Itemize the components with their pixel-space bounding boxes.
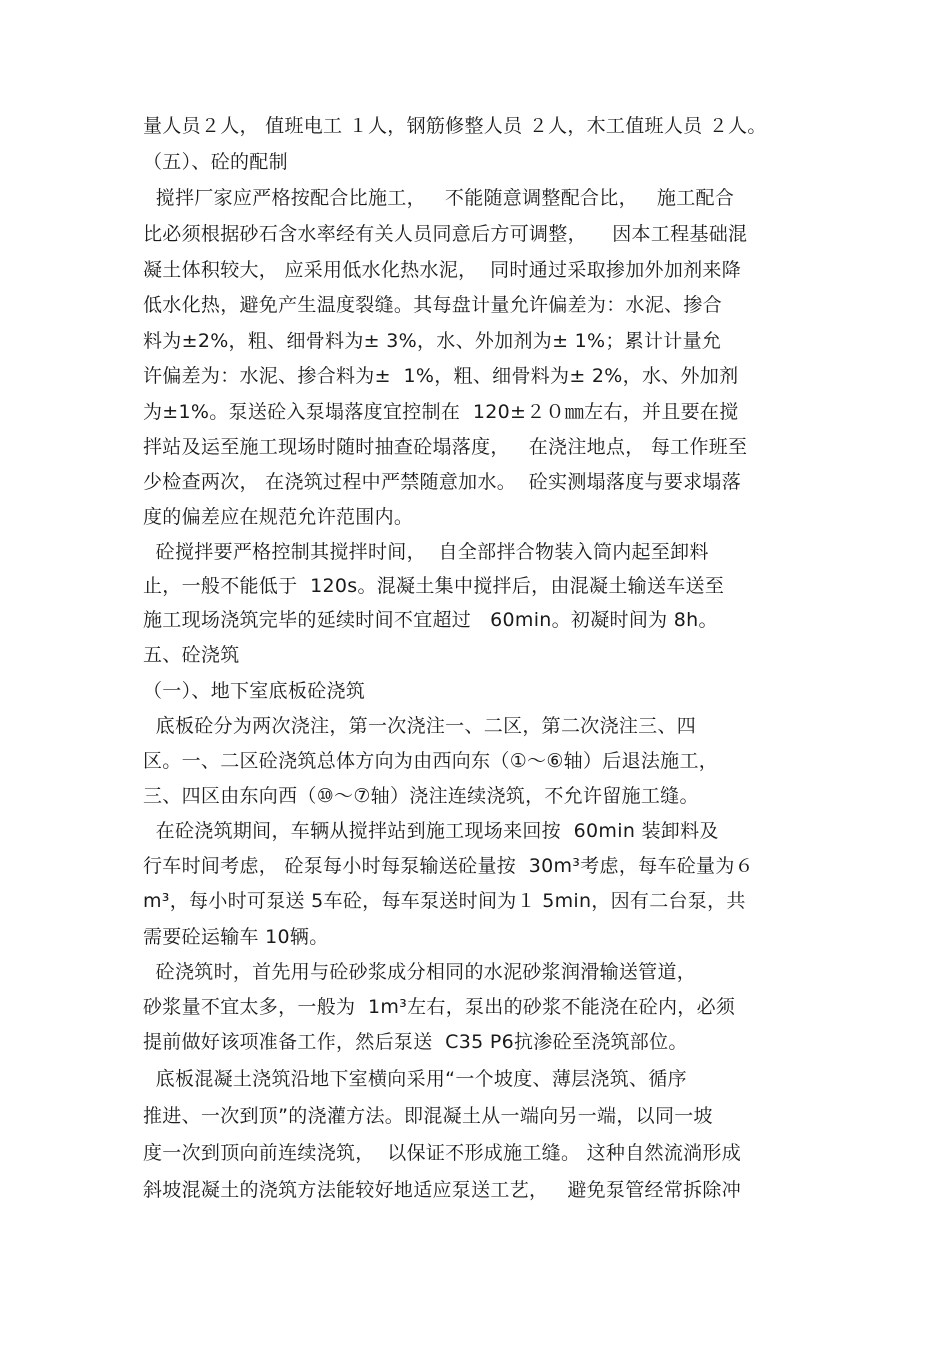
- section-heading: （五）、砼的配制: [143, 151, 288, 173]
- text-line: 推进、一次到顶”的浇灌方法。即混凝土从一端向另一端，以同一坡: [143, 1105, 713, 1127]
- text-line: 砼浇筑时，首先用与砼砂浆成分相同的水泥砂浆润滑输送管道，: [143, 961, 697, 983]
- text-line: 料为±2%，粗、细骨料为± 3%，水、外加剂为± 1%；累计计量允: [143, 330, 722, 352]
- text-line: 砼搅拌要严格控制其搅拌时间， 自全部拌合物装入筒内起至卸料: [143, 541, 709, 563]
- text-line: 提前做好该项准备工作，然后泵送 C35 P6抗渗砼至浇筑部位。: [143, 1031, 688, 1053]
- text-line: 度一次到顶向前连续浇筑， 以保证不形成施工缝。 这种自然流淌形成: [143, 1142, 742, 1164]
- text-line: 量人员２人， 值班电工 １人，钢筋修整人员 ２人，木工值班人员 ２人。: [143, 115, 767, 137]
- text-line: 需要砼运输车 10辆。: [143, 926, 329, 948]
- text-line: 砂浆量不宜太多，一般为 1m³左右，泵出的砂浆不能浇在砼内，必须: [143, 996, 736, 1018]
- text-line: m³，每小时可泵送 5车砼，每车泵送时间为１ 5min，因有二台泵，共: [143, 890, 746, 912]
- text-line: 区。一、二区砼浇筑总体方向为由西向东（①～⑥轴）后退法施工，: [143, 750, 719, 772]
- subsection-heading: （一）、地下室底板砼浇筑: [143, 680, 366, 702]
- text-line: 止，一般不能低于 120s。混凝土集中搅拌后，由混凝土输送车送至: [143, 575, 725, 597]
- text-line: 搅拌厂家应严格按配合比施工， 不能随意调整配合比， 施工配合: [143, 187, 735, 209]
- text-line: 拌站及运至施工现场时随时抽查砼塌落度， 在浇注地点， 每工作班至: [143, 436, 748, 458]
- section-heading: 五、砼浇筑: [143, 644, 240, 666]
- text-line: 施工现场浇筑完毕的延续时间不宜超过 60min。初凝时间为 8h。: [143, 609, 718, 631]
- text-line: 低水化热，避免产生温度裂缝。其每盘计量允许偏差为：水泥、掺合: [143, 294, 723, 316]
- text-line: 三、四区由东向西（⑩～⑦轴）浇注连续浇筑，不允许留施工缝。: [143, 785, 699, 807]
- text-line: 行车时间考虑， 砼泵每小时每泵输送砼量按 30m³考虑，每车砼量为６: [143, 855, 754, 877]
- text-line: 底板混凝土浇筑沿地下室横向采用“一个坡度、薄层浇筑、循序: [143, 1068, 687, 1090]
- text-line: 斜坡混凝土的浇筑方法能较好地适应泵送工艺， 避免泵管经常拆除冲: [143, 1179, 742, 1201]
- text-line: 度的偏差应在规范允许范围内。: [143, 506, 414, 528]
- text-line: 凝土体积较大， 应采用低水化热水泥， 同时通过采取掺加外加剂来降: [143, 259, 742, 281]
- text-line: 在砼浇筑期间，车辆从搅拌站到施工现场来回按 60min 装卸料及: [143, 820, 719, 842]
- text-line: 比必须根据砂石含水率经有关人员同意后方可调整， 因本工程基础混: [143, 223, 748, 245]
- text-line: 许偏差为：水泥、掺合料为± 1%，粗、细骨料为± 2%，水、外加剂: [143, 365, 739, 387]
- text-line: 为±1%。泵送砼入泵塌落度宜控制在 120±２０㎜左右，并且要在搅: [143, 401, 739, 423]
- text-line: 少检查两次， 在浇筑过程中严禁随意加水。 砼实测塌落度与要求塌落: [143, 471, 742, 493]
- text-line: 底板砼分为两次浇注，第一次浇注一、二区，第二次浇注三、四: [143, 715, 697, 737]
